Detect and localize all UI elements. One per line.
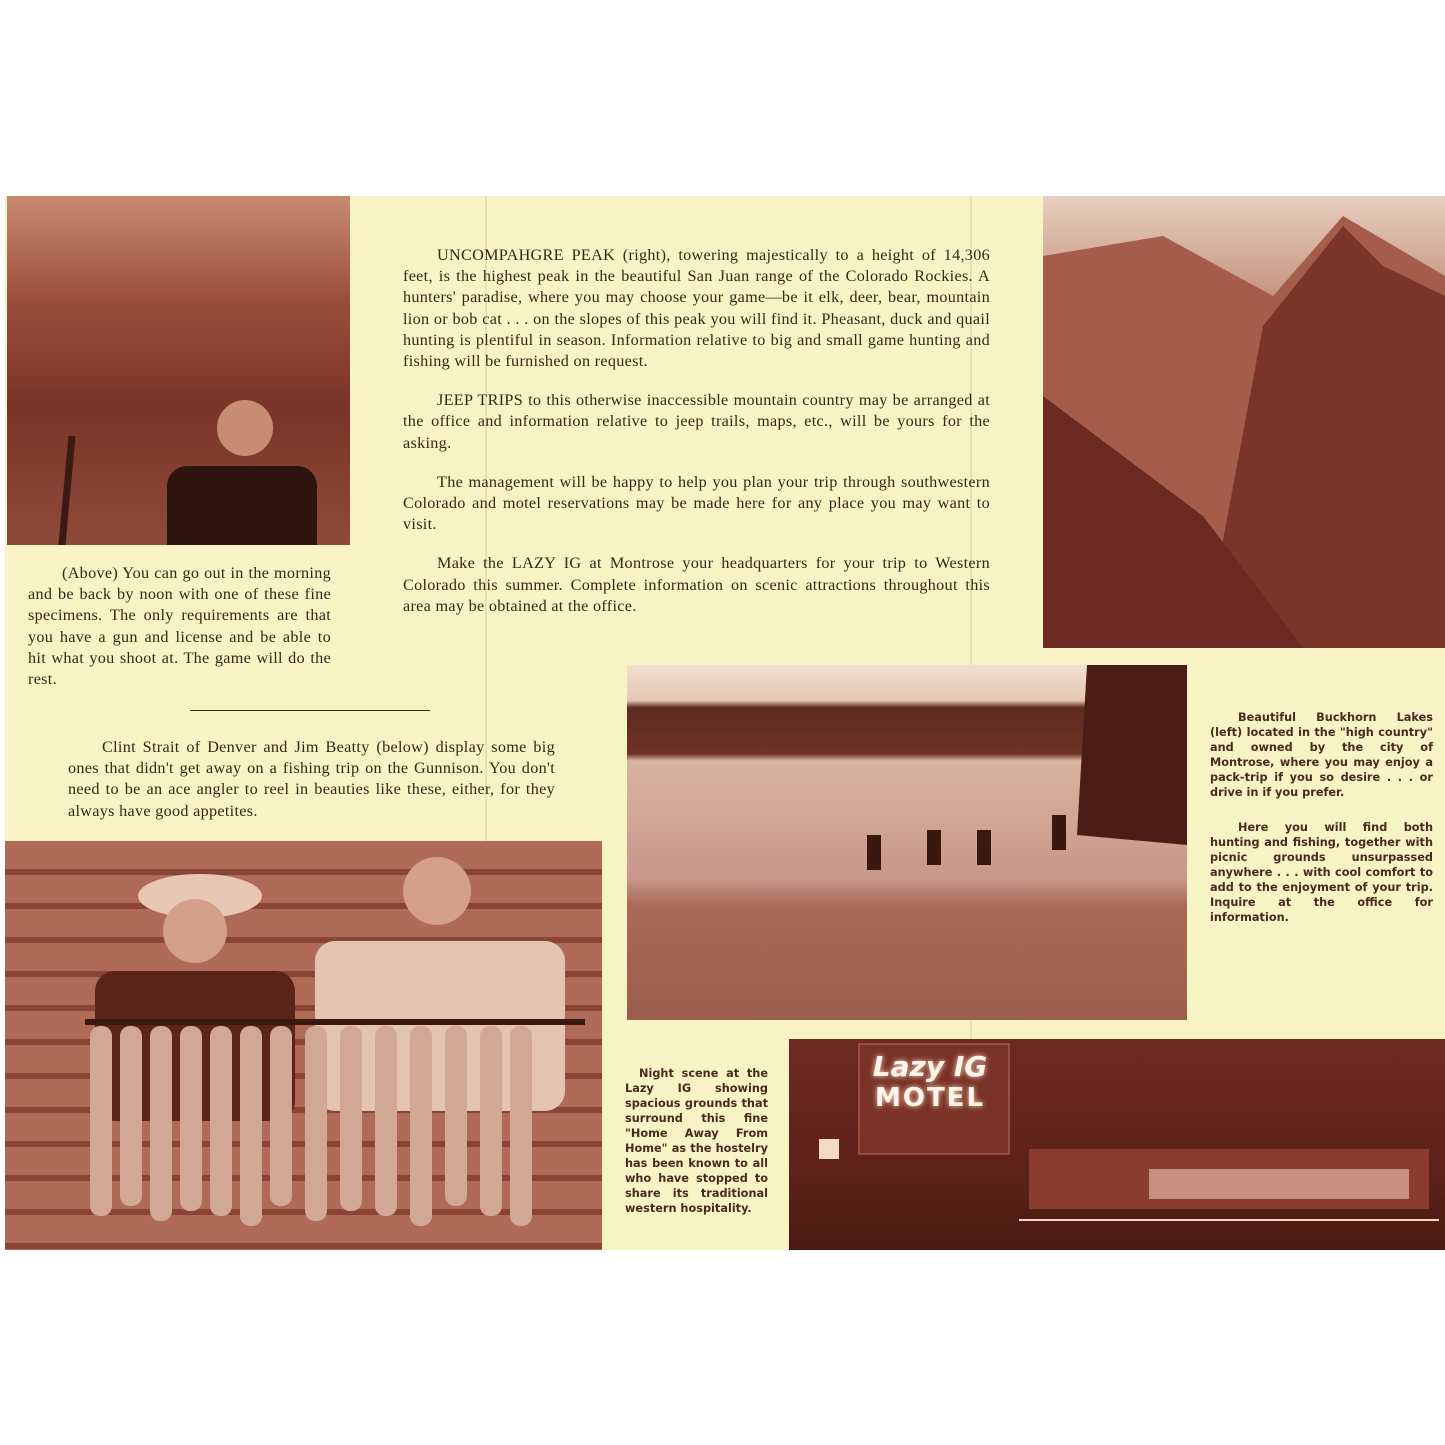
hunter-deer-photo (7, 196, 350, 545)
fishing-caption-text: Clint Strait of Denver and Jim Beatty (below) display some big ones that didn't get away on a fishing trip on the Gunnison. You don't need to be an ace angler to reel in beauties like these, either, for they always have good appetites. (68, 738, 555, 820)
night-caption-text: Night scene at the Lazy IG showing spacious grounds that surround this fine "Home Away From Home" as the hostelry has been known to all who have stopped to share its traditional western hospitality. (625, 1067, 768, 1215)
lake-caption-p1: Beautiful Buckhorn Lakes (left) located in the "high country" and owned by the city of Montrose, where you may enjoy a pack-trip if you so desire . . . or drive in if you prefer. (1210, 711, 1433, 799)
buckhorn-lakes-photo (627, 665, 1187, 1020)
night-caption (625, 1066, 768, 1236)
motel-sign-lazy-ig: Lazy IG (872, 1050, 988, 1083)
uncompahgre-peak-photo (1043, 196, 1445, 648)
lake-caption-p2: Here you will find both hunting and fishing, together with picnic grounds unsurpassed anywhere . . . with cool comfort to add to the enjoyment of your trip. Inquire at the office for information. (1210, 821, 1433, 924)
jeep-trips-paragraph: JEEP TRIPS to this otherwise inaccessible mountain country may be arranged at the office and information relative to jeep trails, maps, etc., will be yours for the asking. (403, 391, 990, 452)
motel-sign-motel: MOTEL (874, 1083, 986, 1113)
divider (190, 710, 430, 711)
uncompahgre-paragraph: UNCOMPAHGRE PEAK (right), towering majestically to a height of 14,306 feet, is the highest peak in the beautiful San Juan range of the Colorado Rockies. A hunters' paradise, where you may choose your game—be it elk, deer, bear, mountain lion or bob cat . . . on the slopes of this peak you will find it. Pheasant, duck and quail hunting is plentiful in season. Information relative to big and small game hunting and fishing will be furnished on request. (403, 246, 990, 371)
lake-caption (1210, 710, 1433, 945)
hunter-caption-text: (Above) You can go out in the morning and be back by noon with one of these fine specimens. The only requirements are that you have a gun and license and be able to hit what you shoot at. The game will do the rest. (28, 564, 331, 689)
fishing-caption (68, 737, 555, 840)
management-paragraph: The management will be happy to help you plan your trip through southwestern Colorado and motel reservations may be made here for any place you may want to visit. (403, 472, 990, 534)
hunter-caption (28, 563, 331, 708)
main-text-column (403, 245, 990, 635)
headquarters-paragraph: Make the LAZY IG at Montrose your headquarters for your trip to Western Colorado this summer. Complete information on scenic attractions throughout this area may be obtained at the office. (403, 554, 990, 615)
fishermen-photo (5, 841, 602, 1250)
motel-sign (860, 1050, 1000, 1113)
